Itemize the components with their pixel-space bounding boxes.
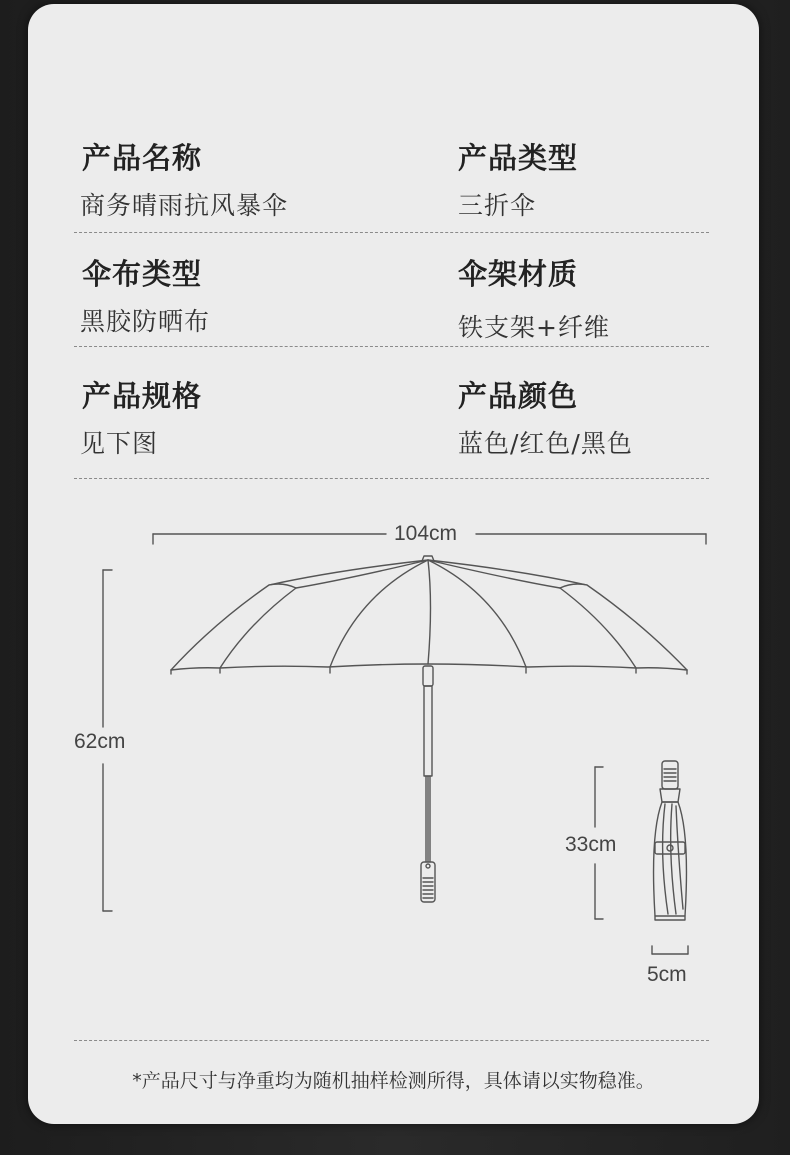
- folded-width-dimension-line: [652, 946, 688, 954]
- folded-umbrella: [654, 761, 687, 920]
- folded-length-label: 33cm: [565, 833, 617, 856]
- spec-label-product-name: 产品名称: [82, 141, 203, 175]
- spec-value-specification: 见下图: [80, 429, 159, 458]
- spec-label-product-type: 产品类型: [458, 141, 579, 175]
- open-width-label: 104cm: [394, 522, 458, 545]
- spec-card: [28, 4, 759, 1124]
- spec-value-product-type: 三折伞: [458, 191, 537, 220]
- open-height-label: 62cm: [74, 730, 126, 753]
- spec-label-specification: 产品规格: [82, 379, 203, 413]
- spec-label-fabric-type: 伞布类型: [82, 257, 203, 291]
- spec-value-fabric-type: 黑胶防晒布: [80, 307, 211, 336]
- spec-value-product-name: 商务晴雨抗风暴伞: [80, 191, 289, 220]
- spec-label-frame-material: 伞架材质: [458, 257, 579, 291]
- disclaimer-note: *产品尺寸与净重均为随机抽样检测所得，具体请以实物稳准。: [132, 1070, 655, 1092]
- folded-width-label: 5cm: [647, 963, 687, 986]
- separator-line: [74, 1040, 709, 1041]
- umbrella-diagram: [28, 4, 759, 1124]
- spec-value-frame-material: 铁支架+纤维: [458, 313, 610, 342]
- spec-label-product-color: 产品颜色: [458, 379, 579, 413]
- spec-value-product-color: 蓝色/红色/黑色: [458, 429, 633, 458]
